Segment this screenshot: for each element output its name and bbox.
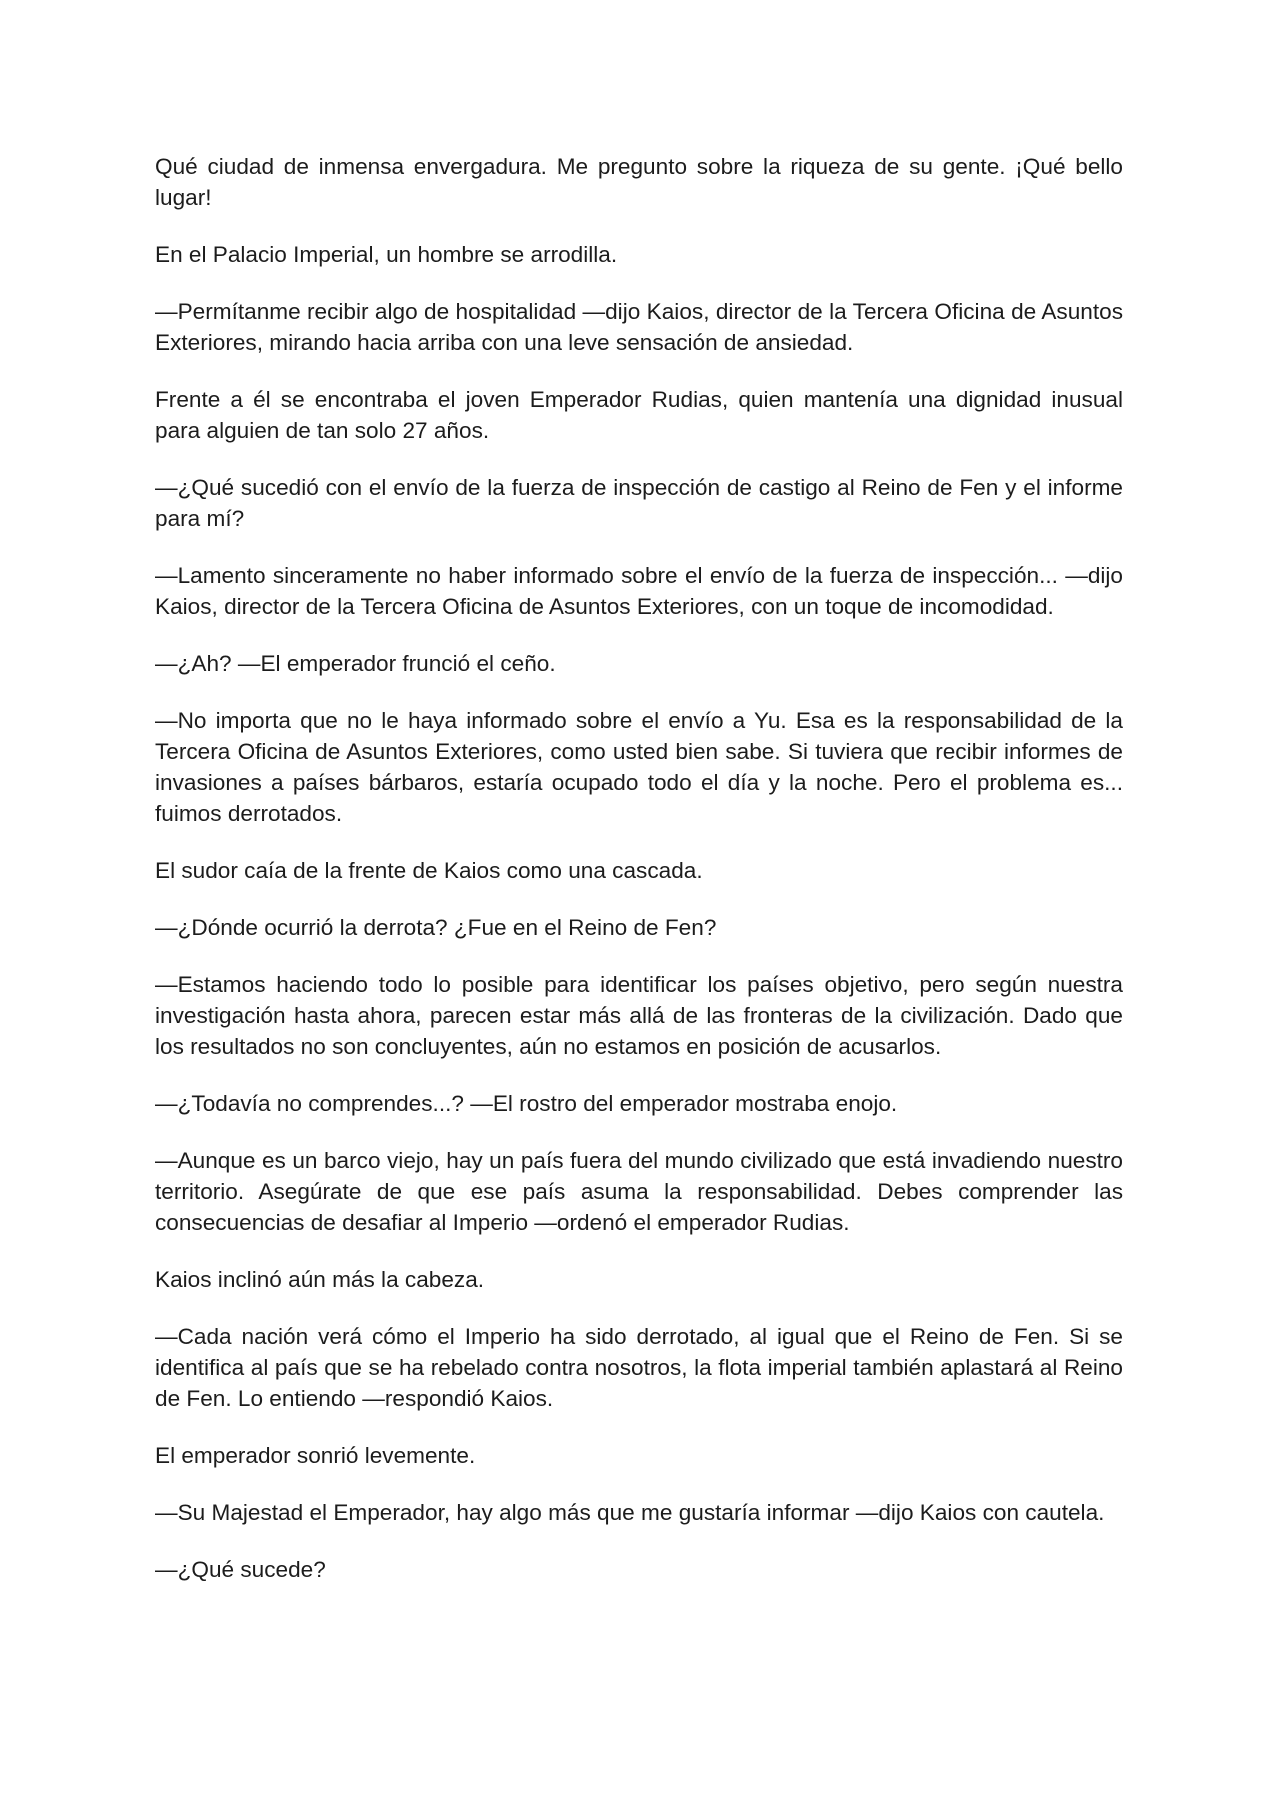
paragraph: —¿Ah? —El emperador frunció el ceño. — [155, 651, 556, 676]
document-body — [155, 151, 1123, 1585]
paragraph: Qué ciudad de inmensa envergadura. Me pregunto sobre la riqueza de su gente. ¡Qué bello lugar! — [155, 154, 1123, 210]
paragraph: —¿Qué sucedió con el envío de la fuerza de inspección de castigo al Reino de Fen y el informe para mí? — [155, 475, 1123, 531]
paragraph: —Permítanme recibir algo de hospitalidad —dijo Kaios, director de la Tercera Oficina de Asuntos Exteriores, mirando hacia arriba con una leve sensación de ansiedad. — [155, 299, 1123, 355]
paragraph: Kaios inclinó aún más la cabeza. — [155, 1267, 485, 1292]
paragraph: —Aunque es un barco viejo, hay un país fuera del mundo civilizado que está invadiendo nuestro territorio. Asegúrate de que ese país asuma la responsabilidad. Debes comprender las consecuencias de desafiar al Imperio —ordenó el emperador Rudias. — [155, 1148, 1123, 1235]
paragraph: —No importa que no le haya informado sobre el envío a Yu. Esa es la responsabilidad de la Tercera Oficina de Asuntos Exteriores, como usted bien sabe. Si tuviera que recibir informes de invasiones a países bárbaros, estaría ocupado todo el día y la noche. Pero el problema es... fuimos derrotados. — [155, 708, 1123, 826]
paragraph: El sudor caía de la frente de Kaios como una cascada. — [155, 858, 703, 883]
paragraph: —Estamos haciendo todo lo posible para identificar los países objetivo, pero según nuestra investigación hasta ahora, parecen estar más allá de las fronteras de la civilización. Dado que los resultados no son concluyentes, aún no estamos en posición de acusarlos. — [155, 972, 1123, 1059]
paragraph: —¿Todavía no comprendes...? —El rostro del emperador mostraba enojo. — [155, 1091, 898, 1116]
paragraph: —¿Qué sucede? — [155, 1557, 326, 1582]
paragraph: —Su Majestad el Emperador, hay algo más que me gustaría informar —dijo Kaios con cautela. — [155, 1500, 1105, 1525]
paragraph: —Cada nación verá cómo el Imperio ha sido derrotado, al igual que el Reino de Fen. Si se identifica al país que se ha rebelado contra nosotros, la flota imperial también aplastará al Reino de Fen. Lo entiendo —respondió Kaios. — [155, 1324, 1123, 1411]
paragraph: —¿Dónde ocurrió la derrota? ¿Fue en el Reino de Fen? — [155, 915, 717, 940]
paragraph: En el Palacio Imperial, un hombre se arrodilla. — [155, 242, 618, 267]
paragraph: Frente a él se encontraba el joven Emperador Rudias, quien mantenía una dignidad inusual para alguien de tan solo 27 años. — [155, 387, 1123, 443]
paragraph: El emperador sonrió levemente. — [155, 1443, 476, 1468]
paragraph: —Lamento sinceramente no haber informado sobre el envío de la fuerza de inspección... —dijo Kaios, director de la Tercera Oficina de Asuntos Exteriores, con un toque de incomodidad. — [155, 563, 1123, 619]
